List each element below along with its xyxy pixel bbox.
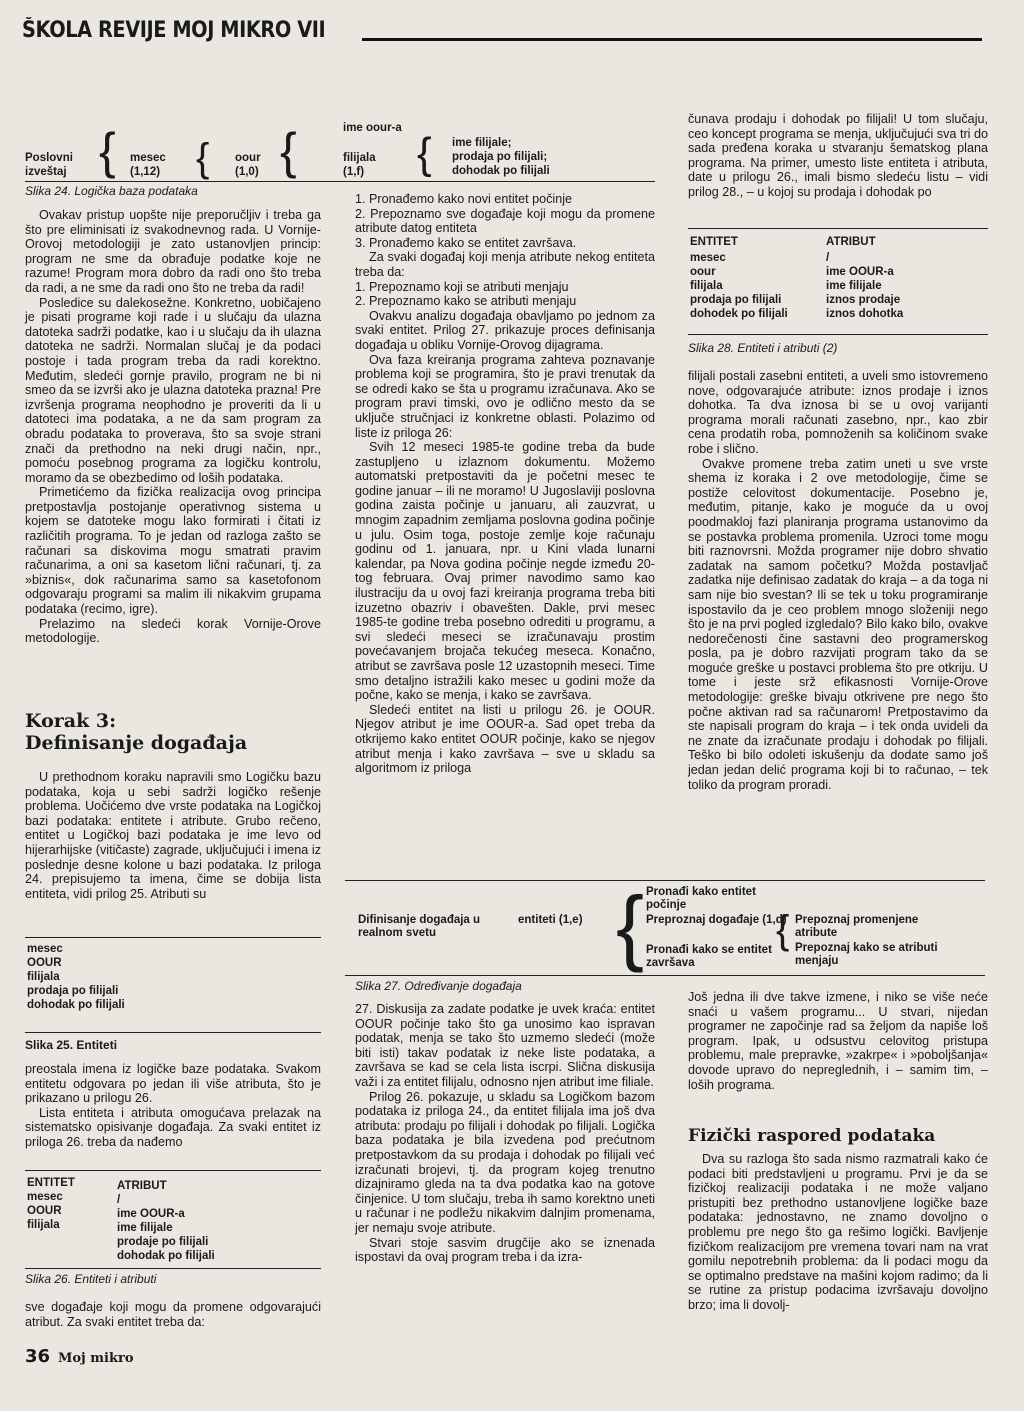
fig24-brace-4: { <box>417 129 432 178</box>
col3-paragraph: čunava prodaju i dohodak po filijali! U tom slučaju, ceo koncept programa se menja, uključujući sva tri do sada pređena koraka u stvaranju šematskog plana programa. Na primer, umesto liste entiteta i atributa, date u prilogu 26., imali bismo sledeću listu – vidi prilog 28., – u kojoj su prodaja i dohodak po <box>688 112 988 199</box>
fig28-attribute: ime OOUR-a <box>826 266 894 278</box>
fig24-prodaja: prodaja po filijali; <box>452 151 548 163</box>
heading-line-2: Definisanje događaja <box>25 732 248 754</box>
heading-line-1: Korak 3: <box>25 710 117 732</box>
fig24-poslovni: Poslovni <box>25 152 73 164</box>
fig25-item: prodaja po filijali <box>27 985 119 997</box>
col2-paragraph: Prilog 26. pokazuje, u skladu sa Logičkom bazom podataka iz priloga 24., da entitet filijala ima još dva atributa: prodaju po filijali i dohodak po filijali. Logička baza podataka je bila izvedena pod prećutnom pretpostavkom da su prodaja i dohodak po filijali već izračunati brojevi, tj. da program kojeg trenutno dizajniramo gleda na ta dva podatka kao na gotove činjenice. U tom slučaju, treba ih samo korektno uneti u računar i ne podležu nikakvim dalnjim promenama, jer nemaju svoje atribute. <box>355 1089 655 1235</box>
fig25-item: OOUR <box>27 957 62 969</box>
fig24-izvestaj: izveštaj <box>25 166 67 178</box>
figure-28 <box>690 236 986 326</box>
col1-paragraph: preostala imena iz logičke baze podataka. Svakom entitetu odgovara po jedan ili više atributa, što je prikazano u prilogu 26. <box>25 1062 321 1106</box>
fig26-caption: Slika 26. Entiteti i atributi <box>25 1272 157 1286</box>
fig26-header-entitet: ENTITET <box>27 1177 75 1189</box>
fig27-step: Preproznaj događaje (1,d) <box>646 914 787 926</box>
fig28-top-rule <box>688 228 988 229</box>
fig27-bottom-rule <box>345 975 985 976</box>
fig24-mesec-val: (1,12) <box>130 166 161 178</box>
column-2-bottom <box>355 1002 655 1265</box>
col2-list-item: 1. Pronađemo kako novi entitet počinje <box>355 192 573 206</box>
fig28-attribute: iznos dohotka <box>826 308 904 320</box>
fig28-entity: mesec <box>690 252 726 264</box>
fig24-rule <box>25 181 655 182</box>
fig24-caption: Slika 24. Logička baza podataka <box>25 184 198 198</box>
column-1-top <box>25 208 321 646</box>
figure-26 <box>27 1177 317 1267</box>
col3-paragraph: filijali postali zasebni entiteti, a uveli smo istovremeno nove, odgovarajuće atribute: iznos prodaje i iznos dohotka. Ta dva iznosa bi se u ovoj varijanti programa morali računati zasebno, npr., kao zbir cena prodatih roba, pomnoženih sa količinom svake robe i slično. <box>688 369 988 456</box>
figure-25 <box>27 943 317 1023</box>
col1-paragraph: Prelazimo na sledeći korak Vornije-Orove metodologije. <box>25 616 321 646</box>
fig26-header-atribut: ATRIBUT <box>117 1180 167 1192</box>
fig26-attribute: dohodak po filijali <box>117 1250 215 1262</box>
fig27-entities: entiteti (1,e) <box>518 914 583 926</box>
fig25-caption: Slika 25. Entiteti <box>25 1038 118 1052</box>
fig26-entity: OOUR <box>27 1205 62 1217</box>
fig27-step: Pronađi kako se entitet završava <box>646 944 772 969</box>
column-3-lower <box>688 990 988 1092</box>
fig26-attribute: ime OOUR-a <box>117 1208 185 1220</box>
col2-paragraph: Svih 12 meseci 1985-te godine treba da bude zastupljeno u izlaznom dokumentu. Možemo automatski pretpostaviti da je početni mesec te godine januar – ili ne moramo! U Jugoslaviji poslovna godina zaista počinje u januaru, ali zauzvrat, u mnogim zapadnim zemljama poslovna godina počinje u julu. Osim toga, postoje zemlje koje računaju godinu od 1. januara, npr. u Kini vlada lunarni kalendar, pa Nova godina počinje negde između 20-tog februara. Ovaj primer navodimo samo kao ilustraciju da u ovoj fazi kreiranja programa treba biti izuzetno obazriv i obavešten. Dakle, prvi mesec 1985-te godine treba posebno odrediti u programu, a svi sledeći meseci se izračunavaju prostim povećavanjem brojača tekućeg meseca. Konačno, atribut se završava posle 12 uzastopnih meseci. Time smo detaljno istražili kako mesec u godini može da počne, kako se menja, i kako se završava. <box>355 440 655 703</box>
fig24-filijala-val: (1,f) <box>343 166 365 178</box>
fig26-top-rule <box>25 1170 321 1171</box>
fig26-attribute: prodaje po filijali <box>117 1236 209 1248</box>
header-rule <box>362 38 982 41</box>
section-heading-fizicki: Fizički raspored podataka <box>688 1126 936 1146</box>
fig24-mesec: mesec <box>130 152 166 164</box>
col1-paragraph: Posledice su dalekosežne. Konkretno, uobičajeno je pisati programe koji rade i u slučaju da ulazna datoteka sadrži podatke, kao i u slučaju da ih ulazna datoteka ne sadrži. Normalan slučaj je da podaci postoje i tada program treba da radi korektno. Međutim, sledeći gornje pravilo, program ne bi ni smeo da se izvrši ako je ulazna datoteka prazna! Pre izvršenja programa neophodno je proveriti da li u datoteci ima podataka, a ne da sam program za obradu podataka to proverava, što sa svoje strani znači da prethodno na neki drugi način, npr., pomoću posebnog programa za logičku kontrolu, moramo da se obezbedimo od loših podataka. <box>25 295 321 485</box>
col2-paragraph: Stvari stoje sasvim drugčije ako se iznenada ispostavi da ovaj program treba i da izra- <box>355 1235 655 1265</box>
col3-paragraph: Dva su razloga što sada nismo razmatrali kako će podaci biti predstavljeni u programu. Prvi je da se fizičkoj realizaciji podataka i ne može valjano pristupiti bez prethodno ustanovljene logičke baze podataka: jednostavno, ne znamo dovoljno o problemu pre nego što ga rešimo logički. Bavljenje fizičkom realizacijom pre vremena tovari nam na vrat gomilu nepotrebnih problema: da li podaci mogu da se optimalno predstave na mašini kojom radimo; da li se rutine za pristup podacima izvršavaju dovoljno brzo; ima li dovolj- <box>688 1152 988 1312</box>
page-header <box>22 12 982 52</box>
fig25-item: mesec <box>27 943 63 955</box>
col2-list-item: 2. Prepoznamo sve događaje koji mogu da promene atribute datog entiteta <box>355 206 655 236</box>
fig24-ime-oour-a: ime oour-a <box>343 122 402 134</box>
fig28-entity: oour <box>690 266 716 278</box>
fig27-brace-2: { <box>776 908 790 952</box>
header-title: ŠKOLA REVIJE MOJ MIKRO VII <box>22 18 326 43</box>
fig27-top-rule <box>345 880 985 881</box>
fig27-left-label: Difinisanje događaja u realnom svetu <box>358 914 481 939</box>
col1-paragraph: Primetićemo da fizička realizacija ovog principa pretpostavlja postojanje operativnog sistema u kojem se datoteke mogu lako formirati i čitati iz različitih programa. To je jedan od razloga zašto se računari sa diskovima mogu smatrati pravim računarima, a oni sa kasetom lični računari, tj. za »biznis«, dok računarima samo sa kasetofonom odgovaraju programi sa malim ili nikakvim grupama podataka (recimo, igre). <box>25 485 321 617</box>
fig24-dohodak: dohodak po filijali <box>452 165 550 177</box>
fig24-brace-3: { <box>280 123 297 179</box>
col2-paragraph: Ovakvu analizu događaja obavljamo po jednom za svaki entitet. Prilog 27. prikazuje proces definisanja događaja u obliku Vornije-Orovog dijagrama. <box>355 308 655 352</box>
col2-paragraph: Sledeći entitet na listi u prilogu 26. je OOUR. Njegov atribut je ime OOUR-a. Sad opet treba da otkrijemo kako entitet OOUR počinje, kako se njegov atribut menja i kako završava – sve u skladu sa algoritmom iz priloga <box>355 702 655 776</box>
fig27-step: Pronađi kako entitet počinje <box>646 886 756 911</box>
fig26-attribute: / <box>117 1194 121 1206</box>
fig28-header-entitet: ENTITET <box>690 236 738 248</box>
fig27-caption: Slika 27. Određivanje događaja <box>355 979 522 993</box>
fig28-attribute: / <box>826 252 830 264</box>
fig28-bottom-rule <box>688 334 988 335</box>
fig24-ime-filijale: ime filijale; <box>452 137 512 149</box>
column-1-lower <box>25 1062 321 1150</box>
column-3-top <box>688 112 988 200</box>
fig25-item: filijala <box>27 971 60 983</box>
figure-24 <box>25 118 655 188</box>
col2-list-item: 3. Pronađemo kako se entitet završava. <box>355 235 577 250</box>
col3-paragraph: Još jedna ili dve takve izmene, i niko se više neće snaći u vašem programu... U stvari, nijedan programer ne započinje rad sa željom da napiše loš program. Ipak, u odsustvu celovitog pristupa problemu, male prepravke, »zakrpe« i »poboljšanja« dovode upravo do nepreglednih, i – samim tim, – loših programa. <box>688 990 988 1092</box>
col1-paragraph: U prethodnom koraku napravili smo Logičku bazu podataka, koja u sebi sadrži logičko rešenje problema. Uočićemo dve vrste podataka na Logičkoj bazi podataka: entitete i atribute. Grubo rečeno, entitet u Logičkoj bazi podataka je ime levo od hijerarhijske (vitičaste) zagrade, uključujući i imena iz poslednje desne kolone u bazi podataka. Iz priloga 24. prepisujemo ta imena, čime se dobija lista entiteta, vidi prilog 25. Atributi su <box>25 770 321 901</box>
section-heading-korak-3 <box>25 710 247 754</box>
fig25-item: dohodak po filijali <box>27 999 125 1011</box>
fig24-brace-2: { <box>196 136 210 180</box>
col2-paragraph: Ova faza kreiranja programa zahteva poznavanje problema koji se programira, što je pravi trenutak da se odredi kako se šta u programu izračunava. Ako se program pravi timski, ovo je odlično mesto da se uključe stručnjaci iz konkretne oblasti. Polazimo od liste iz priloga 26: <box>355 352 655 440</box>
fig24-brace-1: { <box>99 123 116 179</box>
fig25-bottom-rule <box>25 1032 321 1033</box>
col1-paragraph: Ovakav pristup uopšte nije preporučljiv i treba ga što pre eliminisati iz svakodnevnog rada. U Vornije-Orovoj metodologiji je zato ustanovljen princip: program ne sme da obrađuje podatke koje ne razume! Program mora dobro da radi ono što treba da radi, a ne sme da radi ono što ne treba da radi! <box>25 208 321 295</box>
column-3-mid <box>688 369 988 792</box>
col2-list-item: 2. Prepoznamo kako se atributi menjaju <box>355 294 577 309</box>
fig27-substep: Prepoznaj promenjene atribute <box>795 914 919 939</box>
col2-list-item: 1. Prepoznamo koji se atributi menjaju <box>355 279 569 294</box>
column-1-mid <box>25 770 321 901</box>
fig26-attribute: ime filijale <box>117 1222 173 1234</box>
magazine-name: Moj mikro <box>58 1351 134 1366</box>
fig26-bottom-rule <box>25 1268 321 1269</box>
fig27-substep: Prepoznaj kako se atributi menjaju <box>795 942 938 967</box>
fig28-attribute: iznos prodaje <box>826 294 901 306</box>
fig27-brace-1: { <box>616 879 645 973</box>
column-3-bottom <box>688 1152 988 1313</box>
fig28-entity: prodaja po filijali <box>690 294 782 306</box>
fig24-filijala: filijala <box>343 152 376 164</box>
fig24-oour: oour <box>235 152 261 164</box>
fig24-oour-val: (1,0) <box>235 166 259 178</box>
col1-paragraph: Lista entiteta i atributa omogućava prelazak na sistematsko opisivanje događaja. Za svaki entitet iz priloga 26. treba da nađemo <box>25 1105 321 1149</box>
fig28-header-atribut: ATRIBUT <box>826 236 876 248</box>
fig28-caption: Slika 28. Entiteti i atributi (2) <box>688 341 838 355</box>
col2-paragraph: Za svaki događaj koji menja atribute nekog entiteta treba da: <box>355 250 655 279</box>
fig28-attribute: ime filijale <box>826 280 882 292</box>
col1-paragraph: sve događaje koji mogu da promene odgovarajući atribut. Za svaki entitet treba da: <box>25 1300 321 1329</box>
col2-paragraph: 27. Diskusija za zadate podatke je uvek kraća: entitet OOUR počinje tako što ga unosimo kao ispravan podatak, menja se tako što uzmemo sledeći (može biti isti) takav podatak iz neke liste podataka, a završava se kad se cela lista iscrpi. Slična diskusija važi i za entitet filijalu, odnosno njen atribut ime filiale. <box>355 1002 655 1089</box>
fig26-entity: filijala <box>27 1219 60 1231</box>
col3-paragraph: Ovakve promene treba zatim uneti u sve vrste shema iz koraka i 2 ove metodologije, čime se postiže celovitost dokumentacije. Posebno je, međutim, pitanje, kako je moguće da u ovoj poodmakloj fazi planiranja programa ustanovimo da se postavka problema promenila. Uzroci tome mogu biti raznovrsni. Možda programer nije dobro shvatio zadatak na samom početku? Možda postavljač zadatka nije definisao zadatak do kraja – a da toga ni sam nije bio svestan? Ili se tek u toku programiranje ispostavilo da je ceo problem mnogo složeniji nego što je na prvi pogled izgledalo? Bilo kako bilo, ovakve nedorečenosti čine sastavni deo programerskog posla, pa je dobro razvijati program tako da se moguće greške u postavci problema što pre otkriju. U tome i jeste srž efikasnosti Vornije-Orove metodologije: greške bivaju otkrivene pre nego što počne aktivan rad sa računarom! Pretpostavimo da ste napisali program do kraja – i tek onda uvideli da ne znate da izračunate prodaju i dohodak po filijali. Teško bi bilo odoleti iskušenju da dodate samo još jedan jedan delić programa koji bi to računao, – tek toliko da program proradi. <box>688 456 988 792</box>
column-2-top <box>355 192 655 776</box>
fig28-entity: filijala <box>690 280 723 292</box>
fig28-entity: dohodek po filijali <box>690 308 788 320</box>
column-1-bottom <box>25 1300 321 1329</box>
page-number: 36 <box>25 1346 51 1367</box>
fig26-entity: mesec <box>27 1191 63 1203</box>
fig25-top-rule <box>25 937 321 938</box>
figure-27 <box>358 879 988 976</box>
